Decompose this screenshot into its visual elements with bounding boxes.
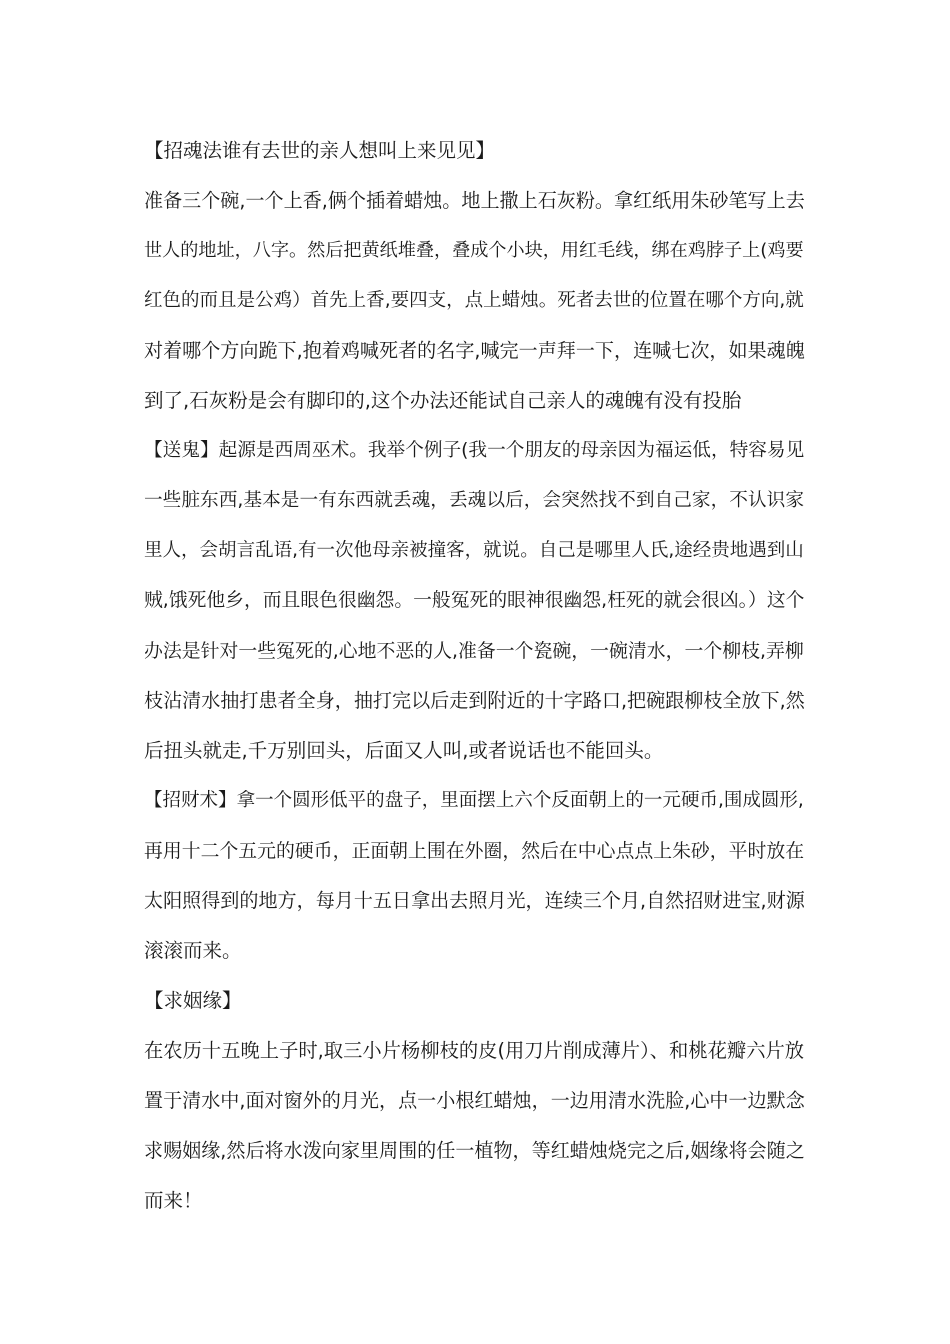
text-line: 【送鬼】起源是西周巫术。我举个例子(我一个朋友的母亲因为福运低，特容易见 [144, 440, 805, 461]
text-line: 而来！ [144, 1189, 203, 1212]
text-line: 枝沾清水抽打患者全身，抽打完以后走到附近的十字路口,把碗跟柳枝全放下,然 [144, 690, 805, 712]
text-line: 里人，会胡言乱语,有一次他母亲被撞客，就说。自己是哪里人氏,途经贵地遇到山 [144, 540, 804, 561]
text-line: 在农历十五晚上子时,取三小片杨柳枝的皮(用刀片削成薄片）、和桃花瓣六片放 [144, 1039, 805, 1062]
text-line: 准备三个碗,一个上香,俩个插着蜡烛。地上撒上石灰粉。拿红纸用朱砂笔写上去 [144, 190, 805, 212]
text-line: 【招魂法谁有去世的亲人想叫上来见见】 [144, 139, 496, 162]
text-line: 太阳照得到的地方，每月十五日拿出去照月光，连续三个月,自然招财进宝,财源 [144, 890, 805, 912]
text-line: 对着哪个方向跪下,抱着鸡喊死者的名字,喊完一声拜一下，连喊七次，如果魂魄 [144, 340, 805, 362]
text-line: 【求姻缘】 [144, 989, 242, 1012]
paragraph-seek-marriage-body [144, 1026, 808, 1226]
text-line: 世人的地址，八字。然后把黄纸堆叠，叠成个小块，用红毛线，绑在鸡脖子上(鸡要 [144, 240, 804, 261]
paragraph-attract-wealth [144, 776, 808, 976]
paragraph-summon-soul-heading [144, 126, 808, 176]
paragraph-send-ghost [144, 426, 808, 776]
text-line: 再用十二个五元的硬币，正面朝上围在外圈，然后在中心点点上朱砂，平时放在 [144, 840, 805, 862]
text-line: 置于清水中,面对窗外的月光，点一小根红蜡烛，一边用清水洗脸,心中一边默念 [144, 1090, 805, 1112]
text-line: 一些脏东西,基本是一有东西就丢魂，丢魂以后，会突然找不到自己家，不认识家 [144, 490, 805, 511]
text-line: 求赐姻缘,然后将水泼向家里周围的任一植物，等红蜡烛烧完之后,姻缘将会随之 [144, 1140, 805, 1162]
paragraph-seek-marriage-heading [144, 976, 808, 1026]
text-line: 办法是针对一些冤死的,心地不恶的人,准备一个瓷碗，一碗清水，一个柳枝,弄柳 [144, 640, 804, 662]
text-line: 到了,石灰粉是会有脚印的,这个办法还能试自己亲人的魂魄有没有投胎 [144, 389, 742, 412]
text-line: 贼,饿死他乡，而且眼色很幽怨。一般冤死的眼神很幽怨,枉死的就会很凶。）这个 [144, 590, 805, 611]
text-line: 红色的而且是公鸡）首先上香,要四支，点上蜡烛。死者去世的位置在哪个方向,就 [144, 290, 804, 311]
paragraph-summon-soul-body [144, 176, 808, 426]
text-line: 滚滚而来。 [144, 939, 242, 962]
text-line: 【招财术】拿一个圆形低平的盘子，里面摆上六个反面朝上的一元硬币,围成圆形, [144, 790, 804, 811]
document-body [144, 126, 808, 1226]
text-line: 后扭头就走,千万别回头，后面又人叫,或者说话也不能回头。 [144, 739, 664, 762]
